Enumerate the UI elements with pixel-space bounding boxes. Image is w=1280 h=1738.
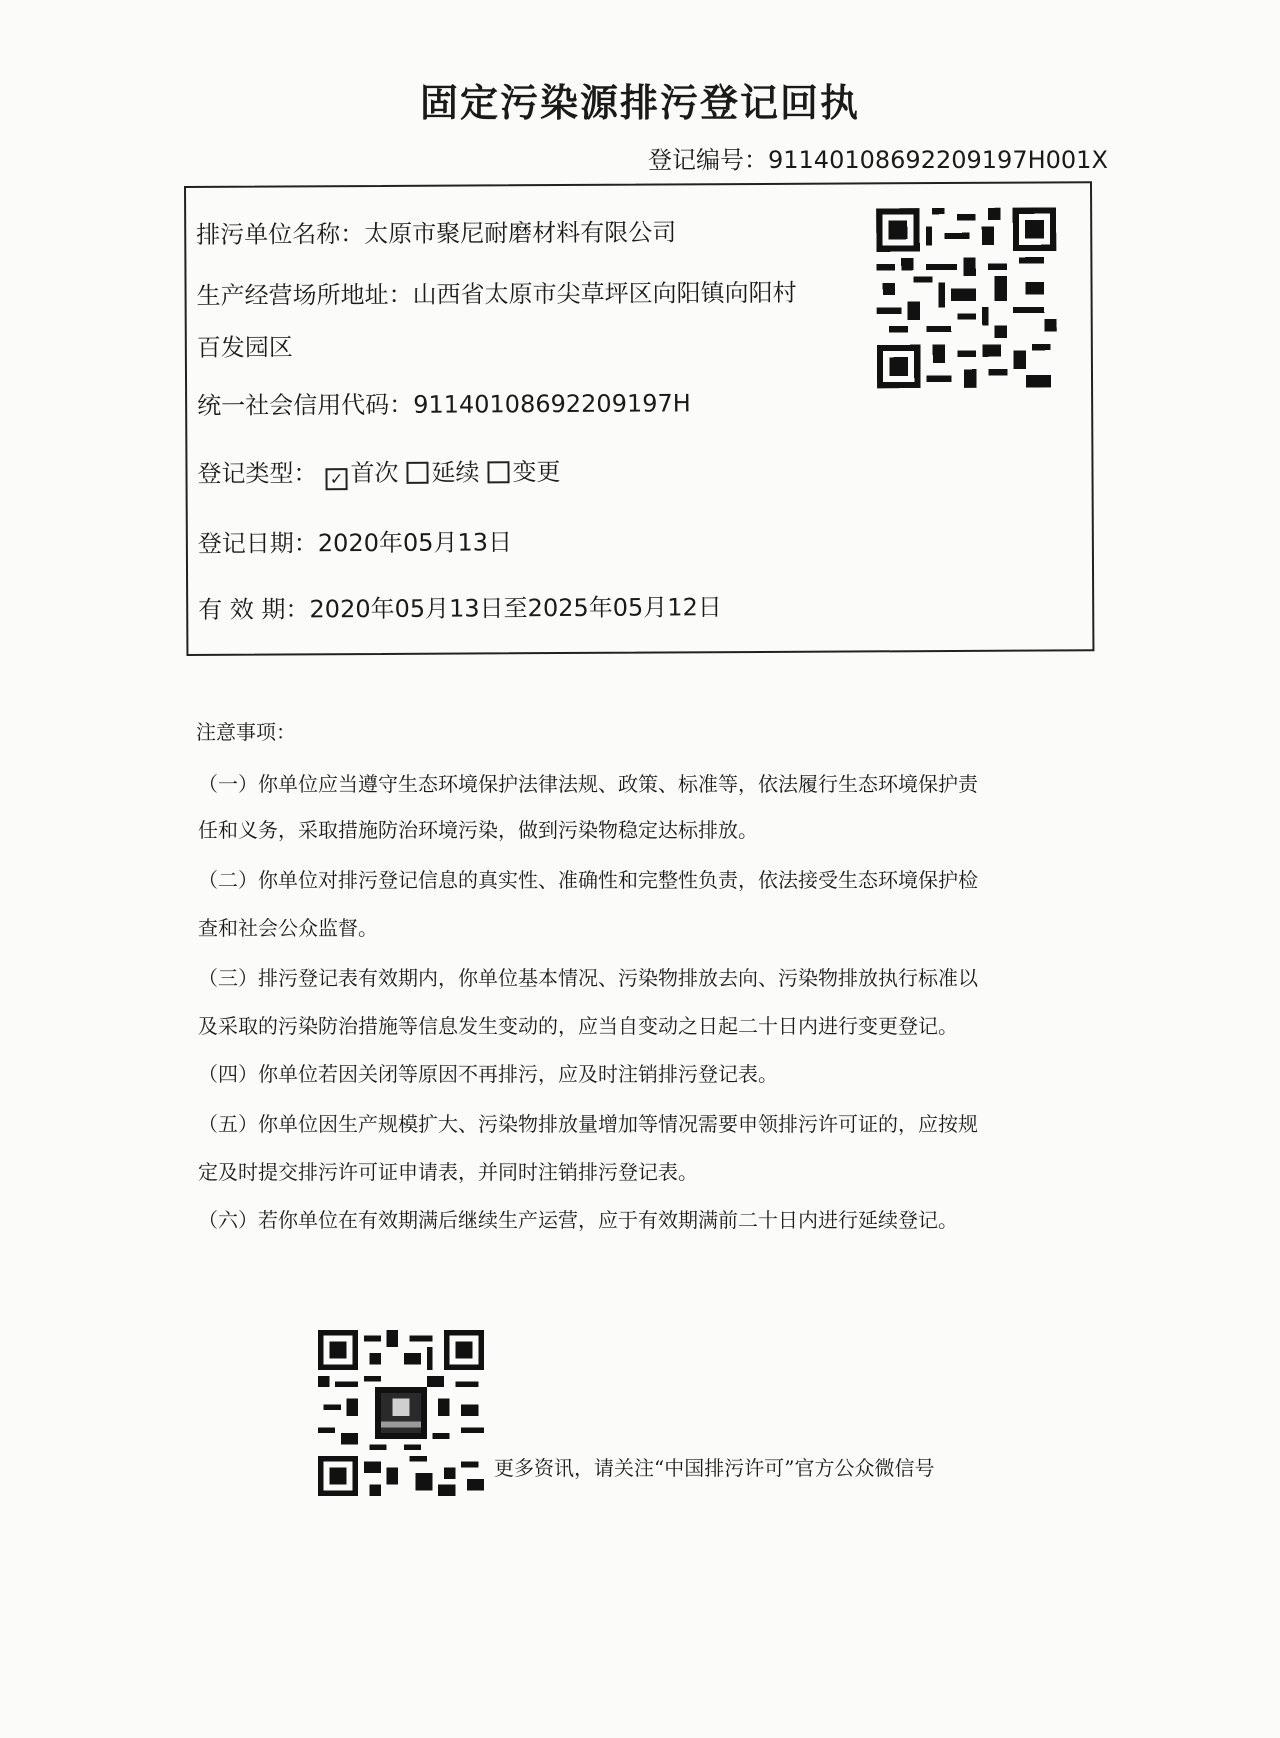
registration-type-field xyxy=(197,452,560,491)
registration-number xyxy=(648,140,1108,175)
footer-note: 更多资讯，请关注“中国排污许可”官方公众微信号 xyxy=(494,1456,935,1480)
registration-number-label: 登记编号： xyxy=(648,146,768,174)
credit-code-label: 统一社会信用代码： xyxy=(197,390,414,420)
document-title: 固定污染源排污登记回执 xyxy=(419,81,860,125)
credit-code-field xyxy=(197,383,691,421)
note-line: 定及时提交排污许可证申请表，并同时注销排污登记表。 xyxy=(198,1160,698,1184)
note-line: 及采取的污染防治措施等信息发生变动的，应当自变动之日起二十日内进行变更登记。 xyxy=(198,1014,958,1038)
notes-heading: 注意事项： xyxy=(196,720,296,744)
note-line: （二）你单位对排污登记信息的真实性、准确性和完整性负责，依法接受生态环境保护检 xyxy=(198,868,978,892)
option-first-time-label: 首次 xyxy=(350,458,399,488)
address-value-line1: 山西省太原市尖草坪区向阳镇向阳村 xyxy=(412,278,797,309)
unit-name-field xyxy=(196,212,676,250)
note-line: （一）你单位应当遵守生态环境保护法律法规、政策、标准等，依法履行生态环境保护责 xyxy=(198,772,978,796)
checkbox-change xyxy=(487,461,509,483)
registration-date-field xyxy=(198,522,512,559)
note-line: 任和义务，采取措施防治环境污染，做到污染物稳定达标排放。 xyxy=(198,818,758,842)
option-renewal-label: 延续 xyxy=(431,458,480,487)
unit-name-value: 太原市聚尼耐磨材料有限公司 xyxy=(364,218,677,249)
note-line: （六）若你单位在有效期满后继续生产运营，应于有效期满前二十日内进行延续登记。 xyxy=(198,1208,958,1232)
info-box xyxy=(184,181,1094,656)
wechat-qr-code-icon xyxy=(318,1330,484,1496)
qr-code-icon xyxy=(876,207,1057,388)
validity-value: 2020年05月13日至2025年05月12日 xyxy=(309,593,722,624)
note-line: （五）你单位因生产规模扩大、污染物排放量增加等情况需要申领排污许可证的，应按规 xyxy=(198,1112,978,1136)
registration-date-label: 登记日期： xyxy=(197,529,318,558)
note-line: 查和社会公众监督。 xyxy=(198,916,378,940)
registration-type-label: 登记类型： xyxy=(197,459,318,488)
validity-field xyxy=(198,587,722,625)
checkbox-renewal xyxy=(406,462,428,484)
note-line: （三）排污登记表有效期内，你单位基本情况、污染物排放去向、污染物排放执行标准以 xyxy=(198,966,978,990)
validity-label: 有 效 期： xyxy=(198,595,310,624)
address-label: 生产经营场所地址： xyxy=(196,280,413,310)
option-change-label: 变更 xyxy=(512,458,561,487)
address-value-line2: 百发园区 xyxy=(196,333,293,362)
unit-name-label: 排污单位名称： xyxy=(196,220,365,249)
address-field xyxy=(196,273,796,311)
note-line: （四）你单位若因关闭等原因不再排污，应及时注销排污登记表。 xyxy=(198,1062,778,1086)
registration-number-value: 91140108692209197H001X xyxy=(768,146,1108,174)
credit-code-value: 91140108692209197H xyxy=(413,389,691,419)
checkbox-first-time: ✓ xyxy=(325,468,347,490)
registration-date-value: 2020年05月13日 xyxy=(317,528,513,558)
